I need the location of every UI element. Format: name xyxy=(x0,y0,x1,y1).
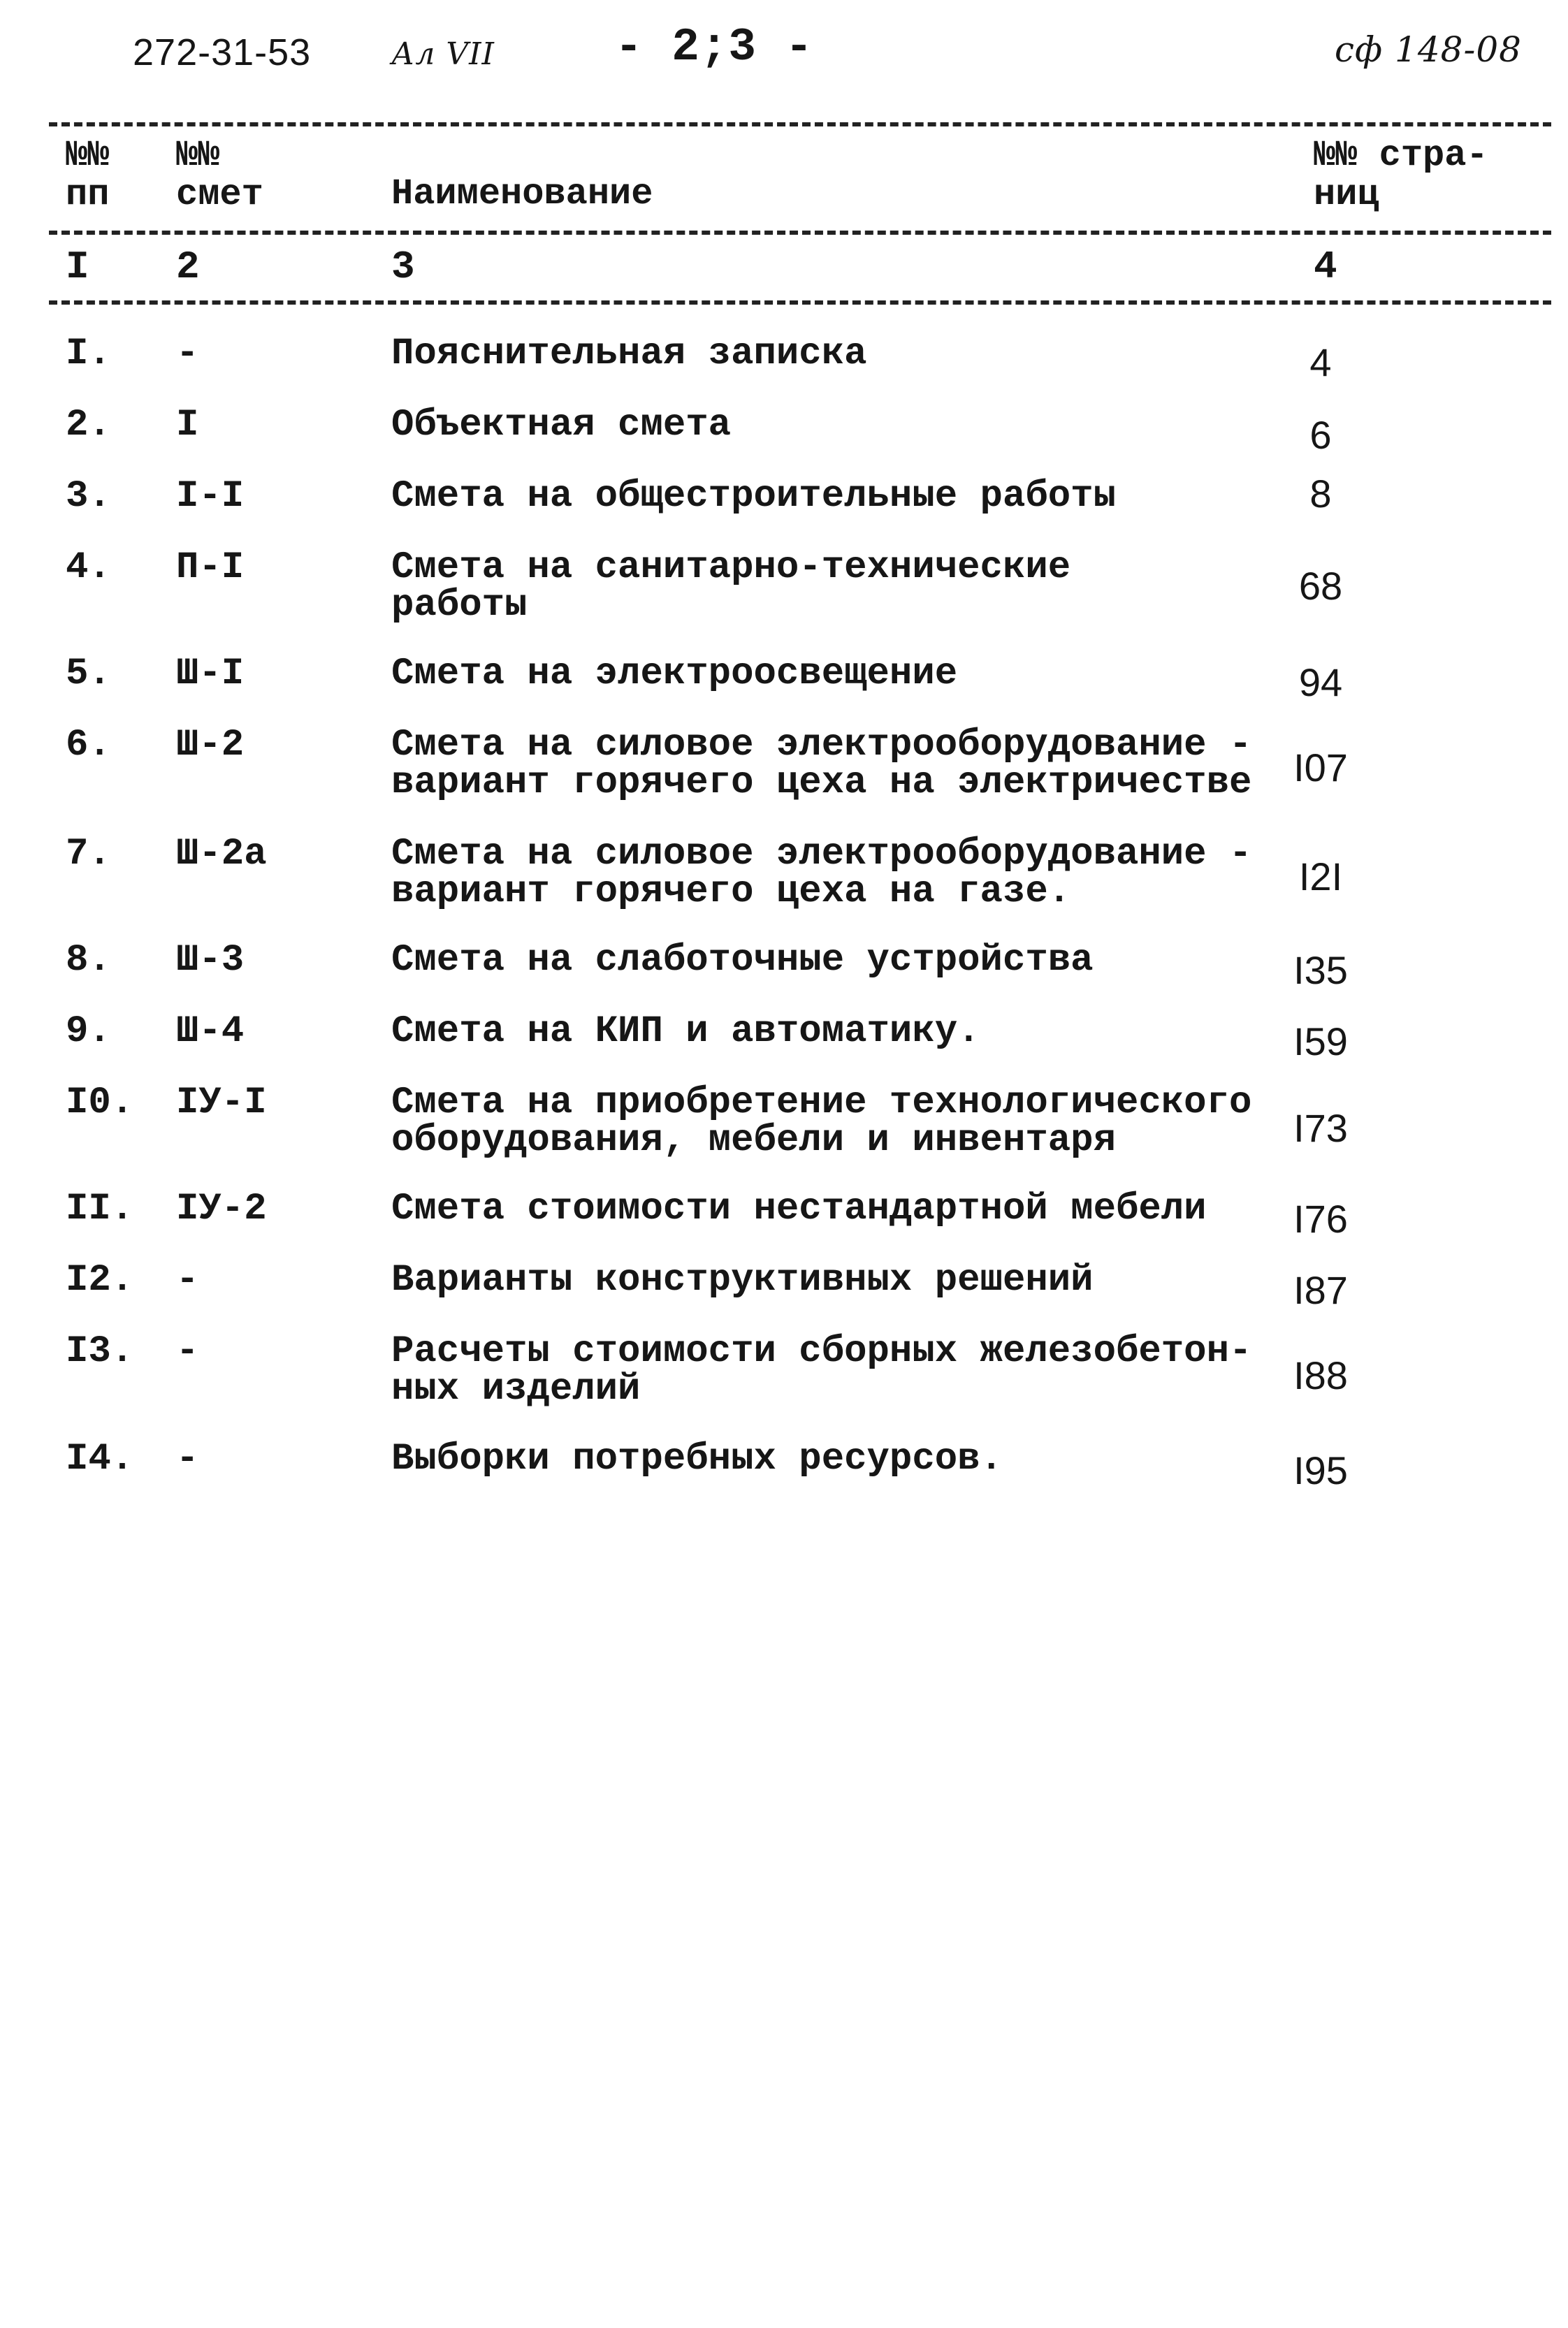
column-number: 3 xyxy=(391,245,415,289)
page-reference: I88 xyxy=(1293,1353,1348,1397)
header-bottom-rule xyxy=(49,231,1551,235)
section-name: Смета на КИП и автоматику. xyxy=(391,1010,980,1053)
section-name: Смета на слаботочные устройства xyxy=(391,939,1094,982)
estimate-number: П-I xyxy=(176,546,245,589)
estimate-number: Ш-I xyxy=(176,653,245,695)
section-name: Расчеты стоимости сборных железобетон- ных изделий xyxy=(391,1330,1252,1411)
section-name: Варианты конструктивных решений xyxy=(391,1259,1094,1302)
page-reference: I07 xyxy=(1293,745,1348,790)
estimate-number: - xyxy=(176,1330,199,1373)
row-number: I2. xyxy=(66,1259,134,1302)
row-number: I4. xyxy=(66,1438,134,1481)
page-reference: I73 xyxy=(1293,1106,1348,1150)
section-name: Смета на силовое электрооборудование - вариант горячего цеха на электричестве xyxy=(391,724,1252,804)
row-number: 7. xyxy=(66,833,111,875)
section-name: Пояснительная записка xyxy=(391,333,867,375)
column-header-line: Наименование xyxy=(391,173,653,214)
column-numbers-rule xyxy=(49,300,1551,305)
row-number: 3. xyxy=(66,475,111,518)
section-name: Смета на приобретение технологического оборудования, мебели и инвентаря xyxy=(391,1082,1252,1162)
column-header-line: смет xyxy=(176,174,263,215)
column-header-line: №№ xyxy=(66,135,110,176)
header-top-rule xyxy=(49,122,1551,126)
row-number: I. xyxy=(66,333,111,375)
column-number: 4 xyxy=(1314,245,1337,289)
section-name: Смета на электроосвещение xyxy=(391,653,958,695)
column-number: I xyxy=(66,245,89,289)
section-name: Смета на общестроительные работы xyxy=(391,475,1116,518)
estimate-number: Ш-2а xyxy=(176,833,267,875)
column-header-line: №№ стра- xyxy=(1314,135,1488,176)
estimate-number: Ш-2 xyxy=(176,724,245,766)
section-name: Смета на санитарно-технические работы xyxy=(391,546,1071,627)
row-number: I0. xyxy=(66,1082,134,1124)
page-reference: 4 xyxy=(1309,340,1332,384)
row-number: I3. xyxy=(66,1330,134,1373)
page-reference: I2I xyxy=(1298,854,1343,899)
row-number: 5. xyxy=(66,653,111,695)
estimate-number: I xyxy=(176,404,199,446)
estimate-number: IУ-I xyxy=(176,1082,267,1124)
section-name: Выборки потребных ресурсов. xyxy=(391,1438,1003,1481)
estimate-number: - xyxy=(176,1259,199,1302)
row-number: 4. xyxy=(66,546,111,589)
document-code: 272-31-53 xyxy=(133,31,312,73)
row-number: 8. xyxy=(66,939,111,982)
page-number: - 2;3 - xyxy=(615,21,814,73)
row-number: 2. xyxy=(66,404,111,446)
page-reference: 8 xyxy=(1309,472,1332,516)
column-header-line: ниц xyxy=(1314,174,1379,215)
page-reference: 94 xyxy=(1298,660,1343,704)
column-header-page-no xyxy=(1314,136,1537,214)
row-number: 9. xyxy=(66,1010,111,1053)
page-reference: I95 xyxy=(1293,1448,1348,1492)
estimate-number: I-I xyxy=(176,475,245,518)
column-header-name xyxy=(391,175,1020,214)
page-reference: 68 xyxy=(1298,564,1343,608)
estimate-number: - xyxy=(176,1438,199,1481)
estimate-number: Ш-3 xyxy=(176,939,245,982)
sheet-reference: сф 148-08 xyxy=(1335,29,1522,70)
page-reference: I76 xyxy=(1293,1197,1348,1241)
column-number: 2 xyxy=(176,245,200,289)
estimate-number: IУ-2 xyxy=(176,1188,267,1230)
page-reference: I87 xyxy=(1293,1268,1348,1312)
section-name: Объектная смета xyxy=(391,404,732,446)
estimate-number: Ш-4 xyxy=(176,1010,245,1053)
page-reference: I35 xyxy=(1293,948,1348,992)
row-number: 6. xyxy=(66,724,111,766)
estimate-number: - xyxy=(176,333,199,375)
column-header-estimate-no xyxy=(176,136,316,214)
column-header-line: пп xyxy=(66,174,110,215)
section-name: Смета стоимости нестандартной мебели xyxy=(391,1188,1207,1230)
row-number: II. xyxy=(66,1188,134,1230)
column-header-item-no xyxy=(66,136,157,214)
column-header-line: №№ xyxy=(176,135,220,176)
album-label: Ал VII xyxy=(391,36,495,72)
section-name: Смета на силовое электрооборудование - вариант горячего цеха на газе. xyxy=(391,833,1252,913)
page-reference: I59 xyxy=(1293,1019,1348,1063)
page-reference: 6 xyxy=(1309,413,1332,457)
